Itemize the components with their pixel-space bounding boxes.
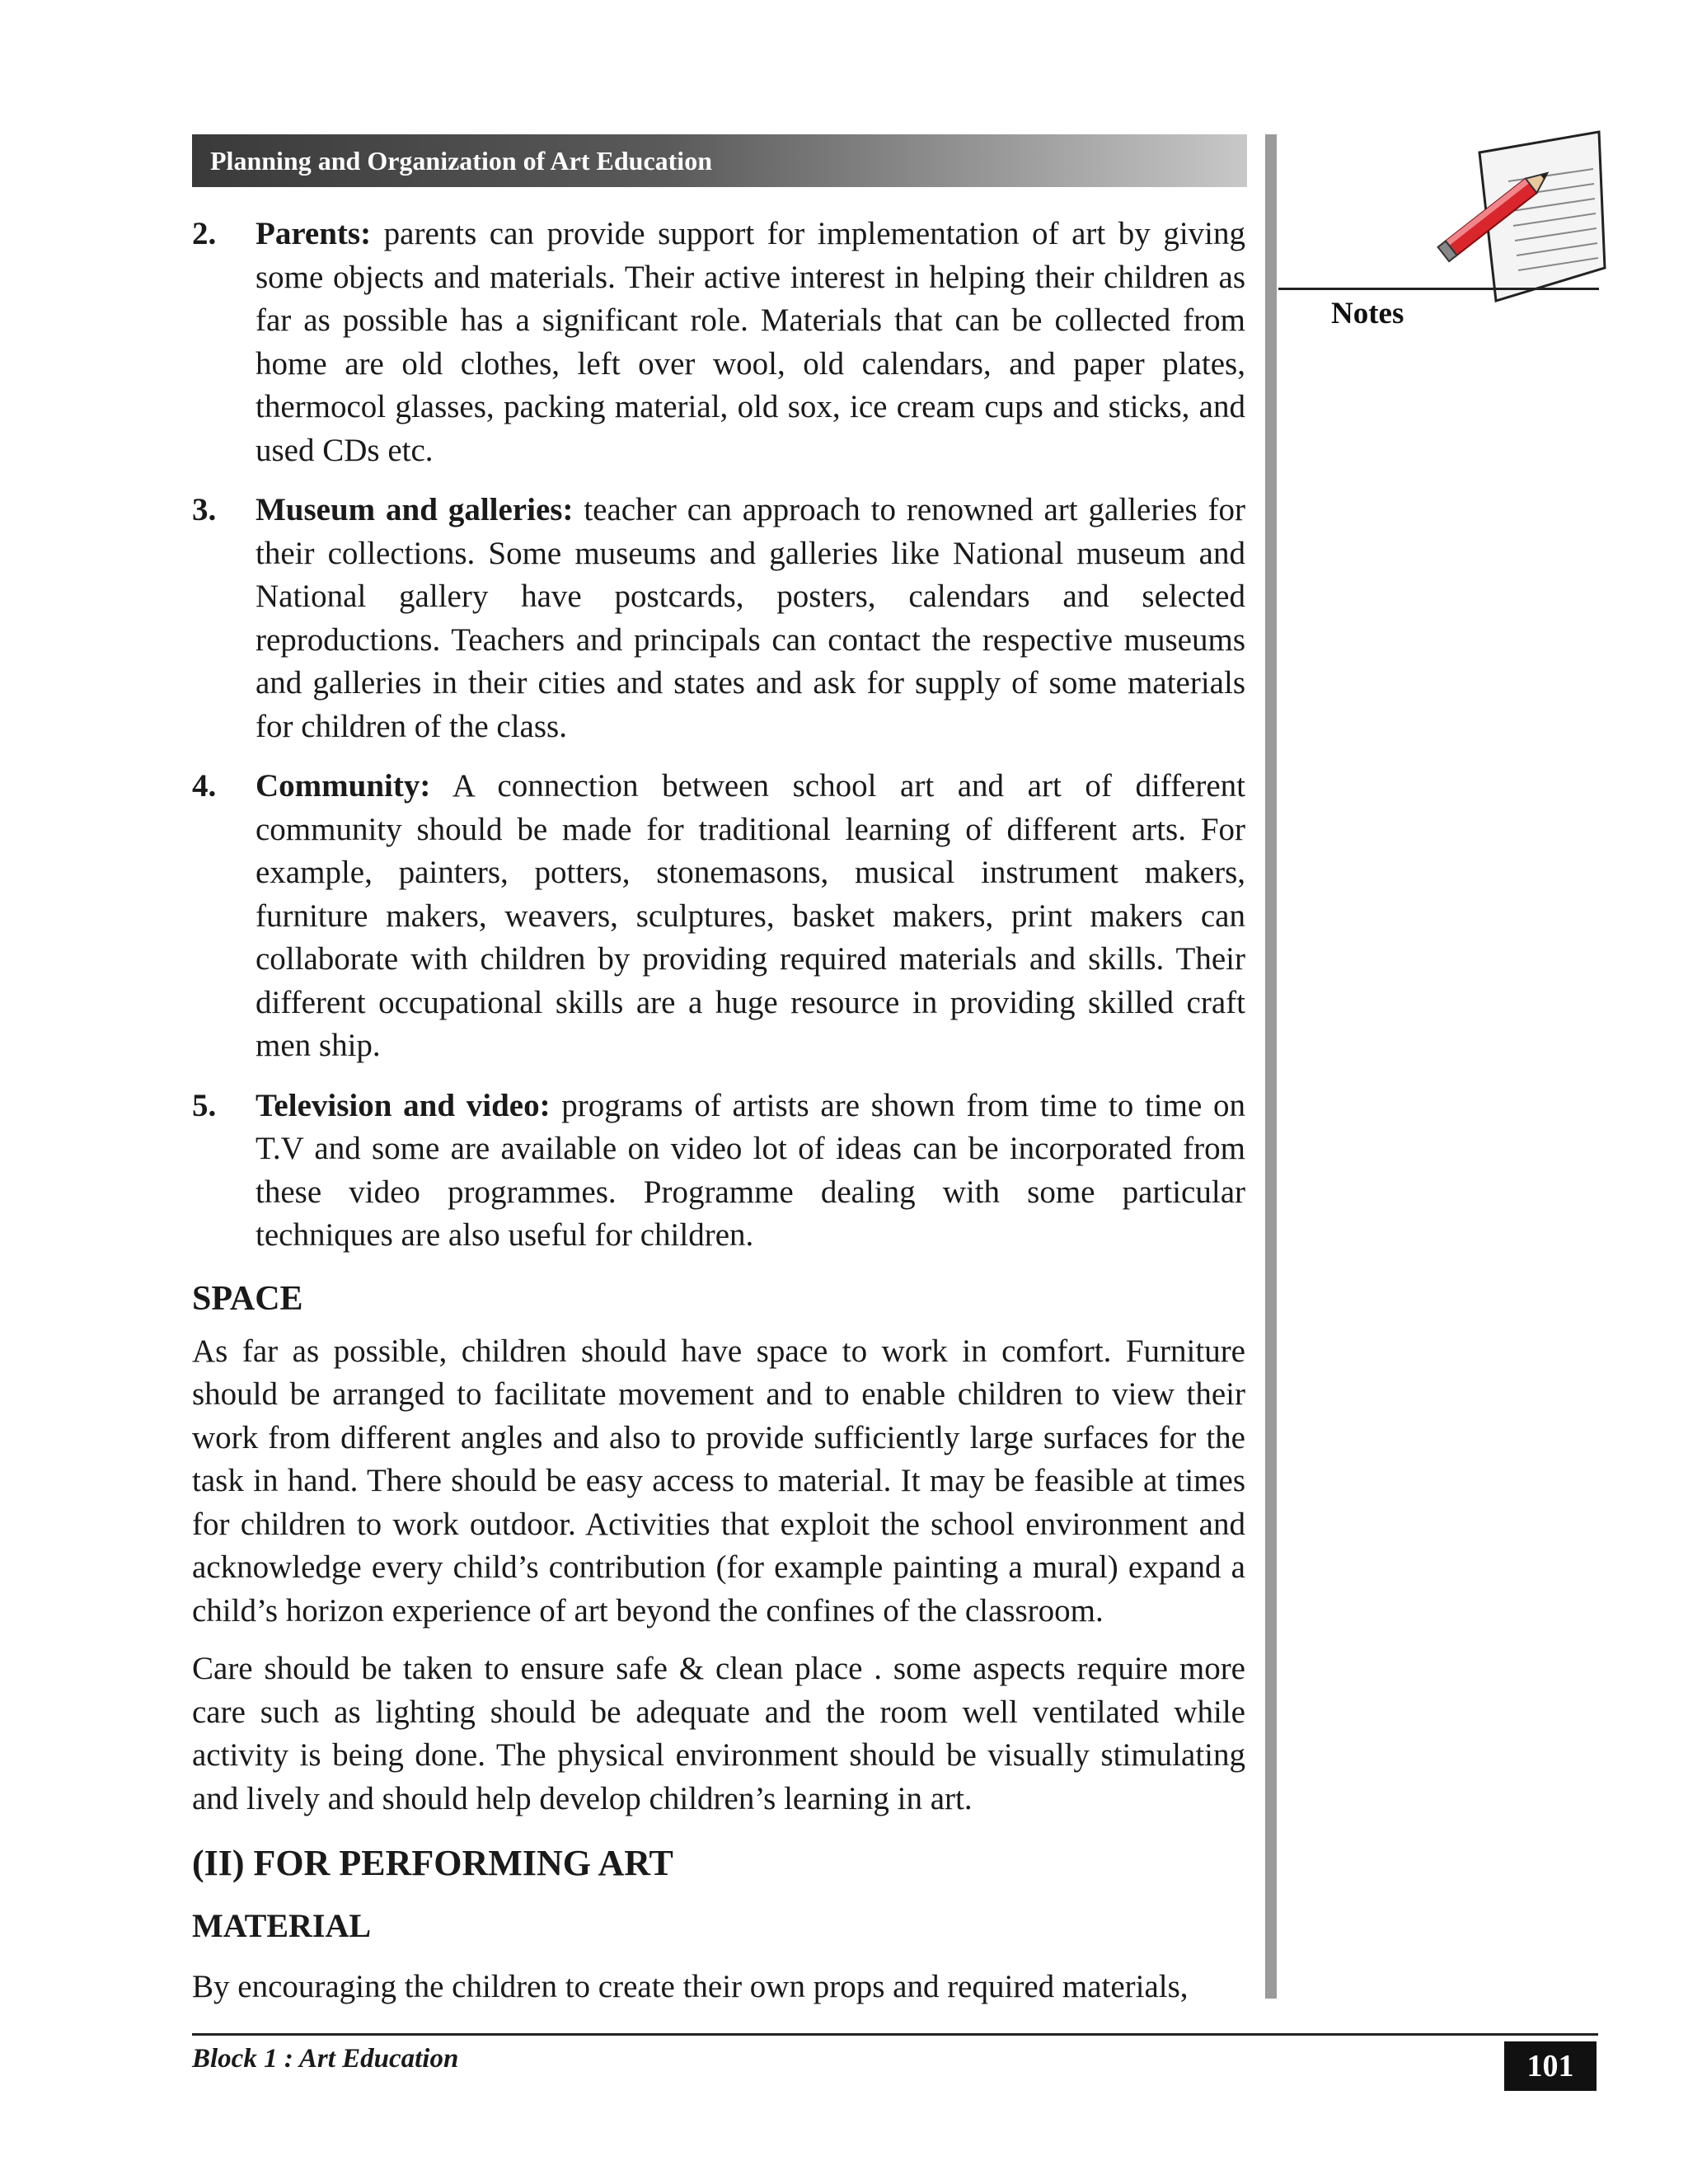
material-subheading: MATERIAL [192,1907,372,1944]
list-item-number: 2. [192,216,217,251]
margin-divider [1265,134,1277,1999]
notepad-pencil-icon [1430,124,1607,313]
chapter-header-title: Planning and Organization of Art Education [210,146,712,176]
list-item-television [192,1085,1245,1258]
space-heading: SPACE [192,1279,303,1318]
material-paragraph: By encouraging the children to create their own props and required materials, [192,1969,1189,2004]
list-item-body [256,765,1245,1068]
list-item-parents [192,213,1245,472]
list-item-text: A connection between school art and art of different community should be made for traditional learning of different arts. For example, painters, potters, stonemasons, musical instrument makers, furniture makers, weavers, sculptures, basket makers, print makers can collaborate with children by providing required materials and skills. Their different occupational skills are a huge resource in providing skilled craft men ship. [256,768,1245,1063]
list-item-term: Community: [256,768,431,804]
main-content [192,213,1245,2024]
chapter-header-bar [192,134,1247,187]
notes-label: Notes [1331,297,1404,330]
notes-divider-line [1278,288,1599,290]
footer-block-label: Block 1 : Art Education [192,2044,459,2074]
list-item-number: 4. [192,768,217,804]
footer-rule [192,2033,1598,2036]
list-item-number: 3. [192,492,217,527]
space-paragraph-2: Care should be taken to ensure safe & clean place . some aspects require more care such as lighting should be adequate and the room well ventilated while activity is being done. The physical environment should be visually stimulating and lively and should help develop children’s learning in art. [192,1651,1245,1816]
list-item-museums [192,489,1245,748]
list-item-body [256,213,1245,472]
space-paragraph-1: As far as possible, children should have space to work in comfort. Furniture should be arranged to facilitate movement and to enable children to view their work from different angles and also to provide sufficiently large surfaces for the task in hand. There should be easy access to material. It may be feasible at times for children to work outdoor. Activities that exploit the school environment and acknowledge every child’s contribution (for example painting a mural) expand a child’s horizon experience of art beyond the confines of the classroom. [192,1333,1245,1629]
list-item-text: parents can provide support for implementation of art by giving some objects and materials. Their active interest in helping their children as far as possible has a significant role. Materials that can be collected from home are old clothes, left over wool, old calendars, and paper plates, thermocol glasses, packing material, old sox, ice cream cups and sticks, and used CDs etc. [256,216,1245,468]
list-item-term: Parents: [256,216,372,251]
list-item-body [256,1085,1245,1258]
list-item-text: teacher can approach to renowned art galleries for their collections. Some museums and galleries like National museum and National gallery have postcards, posters, calendars and selected reproductions. Teachers and principals can contact the respective museums and galleries in their cities and states and ask for supply of some materials for children of the class. [256,492,1245,744]
performing-art-heading: (II) FOR PERFORMING ART [192,1843,673,1883]
list-item-body [256,489,1245,748]
list-item-text: programs of artists are shown from time to time on T.V and some are available on video lot of ideas can be incorporated from these video programmes. Programme dealing with some particular techniques are also useful for children. [256,1087,1245,1253]
list-item-term: Museum and galleries: [256,492,574,527]
list-item-term: Television and video: [256,1087,551,1123]
page-number: 101 [1504,2041,1597,2091]
list-item-community [192,765,1245,1068]
list-item-number: 5. [192,1087,217,1123]
